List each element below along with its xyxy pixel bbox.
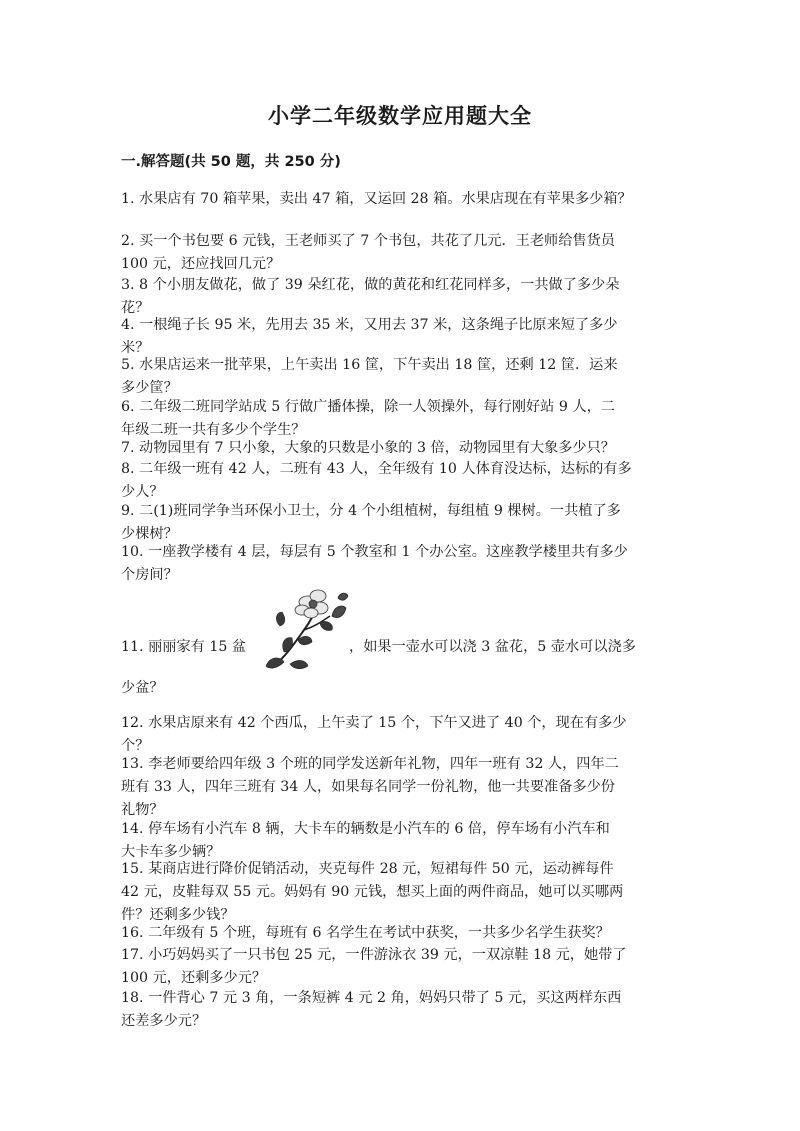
question-line: 100 元，还剩多少元？ <box>121 970 267 986</box>
question-line: 14. 停车场有小汽车 8 辆，大卡车的辆数是小汽车的 6 倍，停车场有小汽车和 <box>121 821 610 837</box>
question-10 <box>121 541 681 587</box>
question-line: 10. 一座教学楼有 4 层，每层有 5 个教室和 1 个办公室。这座教学楼里共有多少 <box>121 544 628 560</box>
question-line: 少盆？ <box>121 680 164 696</box>
page-title: 小学二年级数学应用题大全 <box>268 104 532 128</box>
question-13 <box>121 753 681 822</box>
question-line: 2. 买一个书包要 6 元钱，王老师买了 7 个书包，共花了几元．王老师给售货员 <box>121 233 615 249</box>
question-line: 15. 某商店进行降价促销活动，夹克每件 28 元，短裙每件 50 元，运动裤每件 <box>121 861 614 877</box>
question-line: 6. 二年级二班同学站成 5 行做广播体操，除一人领操外，每行刚好站 9 人，二 <box>121 399 615 415</box>
question-line: 米？ <box>121 340 150 356</box>
question-line: 18. 一件背心 7 元 3 角，一条短裤 4 元 2 角，妈妈只带了 5 元，买这两样东西 <box>121 990 622 1006</box>
question-2 <box>121 230 681 276</box>
section-heading: 一.解答题(共 50 题，共 250 分) <box>121 154 341 170</box>
question-line: 5. 水果店运来一批苹果，上午卖出 16 筐，下午卖出 18 筐，还剩 12 筐．运来 <box>121 357 618 373</box>
question-line: 7. 动物园里有 7 只小象，大象的只数是小象的 3 倍，动物园里有大象多少只？ <box>121 440 615 456</box>
question-line: 礼物？ <box>121 802 164 818</box>
question-line: 少人？ <box>121 484 164 500</box>
question-line: 年级二班一共有多少个学生？ <box>121 422 306 438</box>
question-line: 3. 8 个小朋友做花，做了 39 朵红花，做的黄花和红花同样多，一共做了多少朵 <box>121 277 620 293</box>
question-line: 42 元，皮鞋每双 55 元。妈妈有 90 元钱，想买上面的两件商品，她可以买哪两 <box>121 884 624 900</box>
question-16 <box>121 922 681 945</box>
question-5 <box>121 354 681 400</box>
question-11-continued <box>121 677 681 700</box>
question-line: 个？ <box>121 738 150 754</box>
flower-illustration <box>258 586 350 678</box>
question-line: 100 元，还应找回几元？ <box>121 256 281 272</box>
question-8 <box>121 458 681 504</box>
question-line: 8. 二年级一班有 42 人，二班有 43 人，全年级有 10 人体育没达标，达标的有多 <box>121 461 632 477</box>
question-line: 4. 一根绳子长 95 米，先用去 35 米，又用去 37 米，这条绳子比原来短了多少 <box>121 317 618 333</box>
question-6 <box>121 396 681 442</box>
question-9 <box>121 500 681 546</box>
question-line: 13. 李老师要给四年级 3 个班的同学发送新年礼物，四年一班有 32 人，四年二 <box>121 756 619 772</box>
question-line: 11. 丽丽家有 15 盆 <box>121 639 247 655</box>
question-11 <box>121 636 701 659</box>
question-line: 1. 水果店有 70 箱苹果，卖出 47 箱，又运回 28 箱。水果店现在有苹果多少箱？ <box>121 191 632 207</box>
question-7 <box>121 437 681 460</box>
question-line: 9. 二(1)班同学争当环保小卫士，分 4 个小组植树，每组植 9 棵树。一共植了多 <box>121 503 621 519</box>
question-line: 多少筐？ <box>121 380 178 396</box>
question-17 <box>121 944 681 990</box>
question-line: 花？ <box>121 300 150 316</box>
question-line: ，如果一壶水可以浇 3 盆花，5 壶水可以浇多 <box>349 639 636 655</box>
question-line: 班有 33 人，四年三班有 34 人，如果每名同学一份礼物，他一共要准备多少份 <box>121 779 615 795</box>
question-line: 个房间？ <box>121 567 178 583</box>
question-line: 16. 二年级有 5 个班，每班有 6 名学生在考试中获奖，一共多少名学生获奖？ <box>121 925 610 941</box>
question-18 <box>121 987 681 1033</box>
question-line: 件？还剩多少钱？ <box>121 907 235 923</box>
question-line: 少棵树？ <box>121 526 178 542</box>
question-1 <box>121 188 681 211</box>
question-15 <box>121 858 681 927</box>
question-12 <box>121 712 681 758</box>
question-line: 还差多少元？ <box>121 1013 207 1029</box>
question-line: 大卡车多少辆？ <box>121 844 221 860</box>
question-line: 17. 小巧妈妈买了一只书包 25 元，一件游泳衣 39 元，一双凉鞋 18 元，她带了 <box>121 947 627 963</box>
question-line: 12. 水果店原来有 42 个西瓜，上午卖了 15 个，下午又进了 40 个，现在有多少 <box>121 715 627 731</box>
